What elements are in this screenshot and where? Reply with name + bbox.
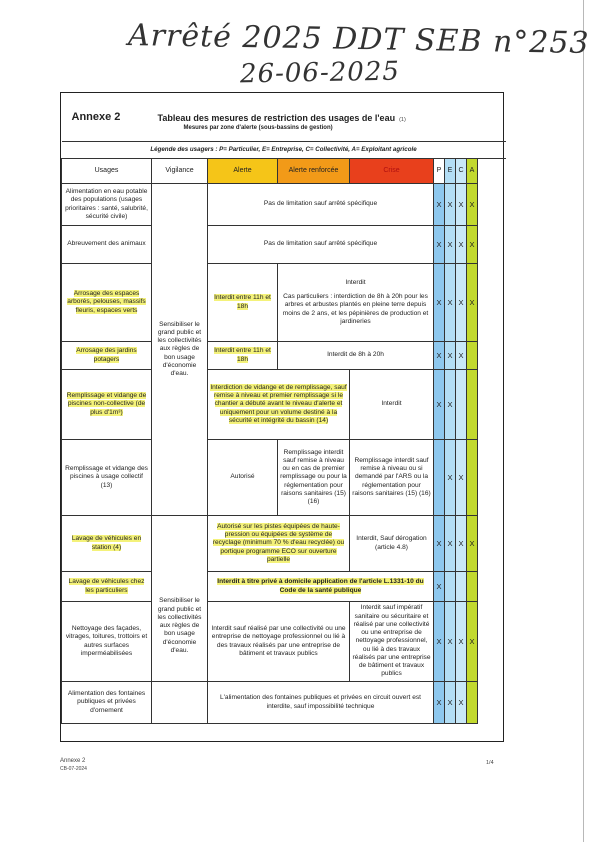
mark-e — [445, 572, 456, 602]
mark-e: X — [445, 516, 456, 572]
usage-cell — [62, 264, 152, 342]
alerte-renf-cell — [208, 516, 350, 572]
right-margin — [478, 264, 506, 342]
alerte-text: Interdit entre 11h et 18h — [214, 294, 271, 310]
alerte-renf-text: Autorisé sur les pistes équipées de haute-pression ou équipées de système de recyclage (minimum 70 % d'eau recyclée) ou portique programme ECO sur ouverture partielle — [212, 522, 345, 563]
header-a: A — [467, 159, 478, 184]
vigilance-empty-cell — [152, 682, 208, 724]
mark-c: X — [456, 226, 467, 264]
header-p: P — [434, 159, 445, 184]
mark-e: X — [445, 370, 456, 440]
table-subtitle: Mesures par zone d'alerte (sous-bassins de gestion) — [183, 125, 333, 131]
mark-e: X — [445, 440, 456, 516]
right-margin — [478, 226, 506, 264]
title-block — [62, 93, 506, 142]
table-row — [62, 516, 506, 572]
mark-p: X — [434, 572, 445, 602]
usage-text: Lavage de véhicules chez les particuliers — [68, 578, 145, 594]
usage-cell — [62, 516, 152, 572]
page-edge-line — [583, 0, 584, 842]
table-row — [62, 572, 506, 602]
right-margin — [478, 370, 506, 440]
usage-cell — [62, 572, 152, 602]
alerte-text: Interdit entre 11h et 18h — [214, 347, 271, 363]
usage-cell: Abreuvement des animaux — [62, 226, 152, 264]
usage-text: Lavage de véhicules en station (4) — [71, 535, 142, 551]
mark-a: X — [467, 264, 478, 342]
mark-a — [467, 342, 478, 370]
usage-cell: Remplissage et vidange des piscines à usage collectif (13) — [62, 440, 152, 516]
header-e: E — [445, 159, 456, 184]
mark-a — [467, 440, 478, 516]
right-margin — [478, 440, 506, 516]
crise-cell: Interdit, Sauf dérogation (article 4.8) — [350, 516, 434, 572]
right-margin — [478, 184, 506, 226]
mark-p: X — [434, 226, 445, 264]
table-row — [62, 342, 506, 370]
right-margin — [478, 682, 506, 724]
mark-e: X — [445, 342, 456, 370]
mark-c: X — [456, 342, 467, 370]
right-margin — [478, 516, 506, 572]
renf-crise-cell: Interdit de 8h à 20h — [278, 342, 434, 370]
handwritten-arrete-number: Arrêté 2025 DDT SEB n°253 — [127, 17, 590, 62]
mark-c: X — [456, 440, 467, 516]
page-number: 1/4 — [486, 760, 494, 766]
mark-c: X — [456, 264, 467, 342]
footer-annex-label: Annexe 2 — [60, 758, 86, 764]
title-footnote: (1) — [399, 117, 406, 123]
mark-a — [467, 370, 478, 440]
usage-cell: Nettoyage des façades, vitrages, toitures, trottoirs et autres surfaces imperméabilisées — [62, 602, 152, 682]
table-title-text: Tableau des mesures de restriction des usages de l'eau — [157, 113, 396, 123]
restriction-table — [61, 93, 506, 724]
mark-a: X — [467, 516, 478, 572]
mark-p — [434, 440, 445, 516]
table-row — [62, 370, 506, 440]
mark-c: X — [456, 682, 467, 724]
vigilance-cell: Sensibiliser le grand public et les collectivités aux règles de bon usage d'économie d'eau. — [152, 184, 208, 516]
header-alerte-renforcee: Alerte renforcée — [278, 159, 350, 184]
measure-cell: L'alimentation des fontaines publiques et privées en circuit ouvert est interdite, sauf impossibilité technique — [208, 682, 434, 724]
header-vigilance: Vigilance — [152, 159, 208, 184]
mark-e: X — [445, 602, 456, 682]
measure-text: Interdit à titre privé à domicile application de l'article L.1331-10 du Code de la santé publique — [217, 578, 424, 594]
renf-crise-top: Interdit — [345, 278, 366, 286]
table-row — [62, 682, 506, 724]
mark-p: X — [434, 264, 445, 342]
table-row — [62, 264, 506, 342]
annex-sheet — [60, 92, 504, 742]
right-margin — [478, 342, 506, 370]
header-crise: Crise — [350, 159, 434, 184]
column-header-row — [62, 159, 506, 184]
usage-cell: Alimentation des fontaines publiques et privées d'ornement — [62, 682, 152, 724]
usage-cell — [62, 342, 152, 370]
mark-a — [467, 682, 478, 724]
right-margin — [478, 572, 506, 602]
table-row — [62, 184, 506, 226]
table-row — [62, 440, 506, 516]
measure-cell: Pas de limitation sauf arrêté spécifique — [208, 226, 434, 264]
mark-a — [467, 572, 478, 602]
header-usages: Usages — [62, 159, 152, 184]
alerte-renf-cell: Interdit sauf réalisé par une collectivité ou une entreprise de nettoyage professionnel ou lié à des travaux réalisés par une entreprise de bâtiment et travaux publics — [208, 602, 350, 682]
renf-cell: Remplissage interdit sauf remise à niveau ou en cas de premier remplissage ou pour la réglementation pour raisons sanitaires (15) (16) — [278, 440, 350, 516]
table-row — [62, 226, 506, 264]
right-margin — [478, 602, 506, 682]
user-legend: Légende des usagers : P= Particulier, E= Entreprise, C= Collectivité, A= Exploitant agricole — [62, 142, 506, 159]
crise-cell: Remplissage interdit sauf remise à niveau ou si demandé par l'ARS ou la réglementation pour raisons sanitaires (15) (16) — [350, 440, 434, 516]
alerte-cell — [208, 342, 278, 370]
crise-cell: Interdit sauf impératif sanitaire ou sécuritaire et réalisé par une collectivité ou une entreprise de nettoyage professionnel, ou lié à des travaux réalisés par une entreprise de bâtiment et travaux publics — [350, 602, 434, 682]
mark-c: X — [456, 184, 467, 226]
mark-p: X — [434, 602, 445, 682]
header-alerte: Alerte — [208, 159, 278, 184]
vigilance-empty-cell — [152, 516, 208, 572]
mark-p: X — [434, 184, 445, 226]
table-row — [62, 602, 506, 682]
mark-e: X — [445, 682, 456, 724]
mark-p: X — [434, 516, 445, 572]
handwritten-reference — [120, 17, 590, 92]
handwritten-date: 26-06-2025 — [239, 56, 401, 90]
usage-text: Remplissage et vidange de piscines non-collective (de plus d'1m³) — [66, 392, 147, 416]
header-c: C — [456, 159, 467, 184]
vigilance-cell: Sensibiliser le grand public et les collectivités aux règles de bon usage d'économie d'eau. — [152, 572, 208, 682]
mark-e: X — [445, 264, 456, 342]
mark-c: X — [456, 516, 467, 572]
measure-cell: Pas de limitation sauf arrêté spécifique — [208, 184, 434, 226]
renf-crise-cell — [278, 264, 434, 342]
mark-c: X — [456, 602, 467, 682]
mark-e: X — [445, 184, 456, 226]
measure-cell — [208, 572, 434, 602]
usage-text: Arrosage des espaces arborés, pelouses, massifs fleuris, espaces verts — [67, 290, 146, 314]
table-title — [158, 113, 406, 124]
mark-e: X — [445, 226, 456, 264]
mark-a: X — [467, 602, 478, 682]
alerte-renf-text: Interdiction de vidange et de remplissage, sauf remise à niveau et premier remplissage si le chantier a débuté avant le niveau d'alerte et uniquement pour un volume destiné à la sécurité et intégrité du bassin (14) — [210, 383, 347, 424]
mark-c — [456, 370, 467, 440]
mark-a: X — [467, 184, 478, 226]
footer-reference: CB-07-2024 — [60, 766, 87, 772]
alerte-renf-cell — [208, 370, 350, 440]
alerte-cell: Autorisé — [208, 440, 278, 516]
crise-cell: Interdit — [350, 370, 434, 440]
usage-cell: Alimentation en eau potable des populations (usages prioritaires : santé, salubrité, sécurité civile) — [62, 184, 152, 226]
mark-p: X — [434, 342, 445, 370]
mark-c — [456, 572, 467, 602]
alerte-cell — [208, 264, 278, 342]
usage-text: Arrosage des jardins potagers — [76, 347, 137, 363]
right-margin — [478, 159, 506, 184]
mark-p: X — [434, 370, 445, 440]
mark-p: X — [434, 682, 445, 724]
mark-a: X — [467, 226, 478, 264]
usage-cell — [62, 370, 152, 440]
renf-crise-text: Cas particuliers : interdiction de 8h à 20h pour les arbres et arbustes plantés en pleine terre depuis moins de 2 ans, et les pépinières de production et jardineries — [282, 293, 429, 325]
annex-label: Annexe 2 — [71, 111, 121, 123]
